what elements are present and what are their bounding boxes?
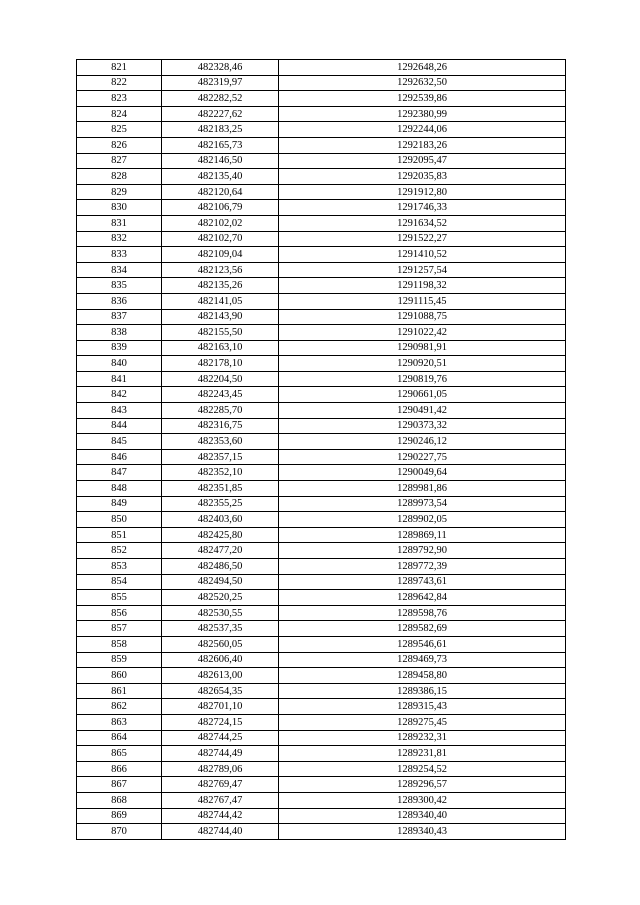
point-number-cell: 823 [77, 91, 162, 107]
y-coordinate-cell: 1290920,51 [279, 356, 566, 372]
table-row [77, 730, 566, 746]
y-coordinate-cell: 1289254,52 [279, 761, 566, 777]
x-coordinate-cell: 482494,50 [162, 574, 279, 590]
table-row [77, 714, 566, 730]
x-coordinate-cell: 482123,56 [162, 262, 279, 278]
table-row [77, 824, 566, 840]
table-row [77, 247, 566, 263]
x-coordinate-cell: 482183,25 [162, 122, 279, 138]
table-row [77, 278, 566, 294]
x-coordinate-cell: 482352,10 [162, 465, 279, 481]
y-coordinate-cell: 1291522,27 [279, 231, 566, 247]
point-number-cell: 864 [77, 730, 162, 746]
point-number-cell: 848 [77, 481, 162, 497]
x-coordinate-cell: 482613,00 [162, 668, 279, 684]
point-number-cell: 825 [77, 122, 162, 138]
y-coordinate-cell: 1291088,75 [279, 309, 566, 325]
x-coordinate-cell: 482165,73 [162, 137, 279, 153]
table-row [77, 434, 566, 450]
table-row [77, 746, 566, 762]
table-row [77, 340, 566, 356]
point-number-cell: 858 [77, 636, 162, 652]
y-coordinate-cell: 1289642,84 [279, 590, 566, 606]
y-coordinate-cell: 1290227,75 [279, 449, 566, 465]
table-row [77, 761, 566, 777]
y-coordinate-cell: 1289340,40 [279, 808, 566, 824]
y-coordinate-cell: 1289232,31 [279, 730, 566, 746]
table-row [77, 683, 566, 699]
table-row [77, 122, 566, 138]
y-coordinate-cell: 1291198,32 [279, 278, 566, 294]
y-coordinate-cell: 1291022,42 [279, 325, 566, 341]
table-row [77, 387, 566, 403]
x-coordinate-cell: 482243,45 [162, 387, 279, 403]
point-number-cell: 846 [77, 449, 162, 465]
point-number-cell: 827 [77, 153, 162, 169]
y-coordinate-cell: 1290491,42 [279, 403, 566, 419]
y-coordinate-cell: 1289296,57 [279, 777, 566, 793]
point-number-cell: 849 [77, 496, 162, 512]
point-number-cell: 850 [77, 512, 162, 528]
table-row [77, 184, 566, 200]
y-coordinate-cell: 1292380,99 [279, 106, 566, 122]
x-coordinate-cell: 482146,50 [162, 153, 279, 169]
point-number-cell: 862 [77, 699, 162, 715]
point-number-cell: 855 [77, 590, 162, 606]
point-number-cell: 838 [77, 325, 162, 341]
x-coordinate-cell: 482537,35 [162, 621, 279, 637]
table-row [77, 106, 566, 122]
y-coordinate-cell: 1290246,12 [279, 434, 566, 450]
point-number-cell: 837 [77, 309, 162, 325]
table-row [77, 418, 566, 434]
point-number-cell: 822 [77, 75, 162, 91]
x-coordinate-cell: 482530,55 [162, 605, 279, 621]
point-number-cell: 851 [77, 527, 162, 543]
y-coordinate-cell: 1289469,73 [279, 652, 566, 668]
point-number-cell: 844 [77, 418, 162, 434]
x-coordinate-cell: 482204,50 [162, 371, 279, 387]
point-number-cell: 830 [77, 200, 162, 216]
x-coordinate-cell: 482744,49 [162, 746, 279, 762]
table-row [77, 231, 566, 247]
point-number-cell: 832 [77, 231, 162, 247]
x-coordinate-cell: 482744,42 [162, 808, 279, 824]
x-coordinate-cell: 482163,10 [162, 340, 279, 356]
table-row [77, 309, 566, 325]
table-row [77, 325, 566, 341]
y-coordinate-cell: 1289275,45 [279, 714, 566, 730]
y-coordinate-cell: 1291257,54 [279, 262, 566, 278]
x-coordinate-cell: 482319,97 [162, 75, 279, 91]
y-coordinate-cell: 1291634,52 [279, 215, 566, 231]
x-coordinate-cell: 482701,10 [162, 699, 279, 715]
y-coordinate-cell: 1289546,61 [279, 636, 566, 652]
coordinates-table [76, 59, 566, 840]
table-row [77, 543, 566, 559]
point-number-cell: 833 [77, 247, 162, 263]
point-number-cell: 842 [77, 387, 162, 403]
y-coordinate-cell: 1289340,43 [279, 824, 566, 840]
point-number-cell: 857 [77, 621, 162, 637]
table-row [77, 293, 566, 309]
x-coordinate-cell: 482654,35 [162, 683, 279, 699]
point-number-cell: 869 [77, 808, 162, 824]
y-coordinate-cell: 1289973,54 [279, 496, 566, 512]
y-coordinate-cell: 1292183,26 [279, 137, 566, 153]
table-row [77, 60, 566, 76]
y-coordinate-cell: 1292648,26 [279, 60, 566, 76]
x-coordinate-cell: 482744,40 [162, 824, 279, 840]
x-coordinate-cell: 482109,04 [162, 247, 279, 263]
y-coordinate-cell: 1291115,45 [279, 293, 566, 309]
y-coordinate-cell: 1290373,32 [279, 418, 566, 434]
table-row [77, 75, 566, 91]
point-number-cell: 863 [77, 714, 162, 730]
table-row [77, 574, 566, 590]
point-number-cell: 860 [77, 668, 162, 684]
y-coordinate-cell: 1291912,80 [279, 184, 566, 200]
table-row [77, 215, 566, 231]
y-coordinate-cell: 1290819,76 [279, 371, 566, 387]
x-coordinate-cell: 482106,79 [162, 200, 279, 216]
table-row [77, 605, 566, 621]
y-coordinate-cell: 1291410,52 [279, 247, 566, 263]
x-coordinate-cell: 482285,70 [162, 403, 279, 419]
x-coordinate-cell: 482141,05 [162, 293, 279, 309]
y-coordinate-cell: 1289598,76 [279, 605, 566, 621]
x-coordinate-cell: 482789,06 [162, 761, 279, 777]
y-coordinate-cell: 1290981,91 [279, 340, 566, 356]
table-row [77, 668, 566, 684]
x-coordinate-cell: 482425,80 [162, 527, 279, 543]
point-number-cell: 840 [77, 356, 162, 372]
point-number-cell: 831 [77, 215, 162, 231]
x-coordinate-cell: 482178,10 [162, 356, 279, 372]
point-number-cell: 847 [77, 465, 162, 481]
y-coordinate-cell: 1292035,83 [279, 169, 566, 185]
point-number-cell: 856 [77, 605, 162, 621]
point-number-cell: 826 [77, 137, 162, 153]
point-number-cell: 834 [77, 262, 162, 278]
x-coordinate-cell: 482135,26 [162, 278, 279, 294]
point-number-cell: 845 [77, 434, 162, 450]
table-row [77, 403, 566, 419]
table-row [77, 481, 566, 497]
point-number-cell: 835 [77, 278, 162, 294]
y-coordinate-cell: 1290661,05 [279, 387, 566, 403]
table-row [77, 465, 566, 481]
table-row [77, 356, 566, 372]
table-row [77, 652, 566, 668]
table-row [77, 449, 566, 465]
x-coordinate-cell: 482155,50 [162, 325, 279, 341]
y-coordinate-cell: 1289315,43 [279, 699, 566, 715]
point-number-cell: 852 [77, 543, 162, 559]
point-number-cell: 824 [77, 106, 162, 122]
table-row [77, 200, 566, 216]
table-row [77, 512, 566, 528]
point-number-cell: 836 [77, 293, 162, 309]
x-coordinate-cell: 482351,85 [162, 481, 279, 497]
table-row [77, 496, 566, 512]
x-coordinate-cell: 482724,15 [162, 714, 279, 730]
x-coordinate-cell: 482357,15 [162, 449, 279, 465]
x-coordinate-cell: 482143,90 [162, 309, 279, 325]
point-number-cell: 841 [77, 371, 162, 387]
y-coordinate-cell: 1289386,15 [279, 683, 566, 699]
x-coordinate-cell: 482328,46 [162, 60, 279, 76]
y-coordinate-cell: 1289869,11 [279, 527, 566, 543]
table-row [77, 153, 566, 169]
table-row [77, 137, 566, 153]
table-row [77, 699, 566, 715]
x-coordinate-cell: 482769,47 [162, 777, 279, 793]
x-coordinate-cell: 482520,25 [162, 590, 279, 606]
point-number-cell: 865 [77, 746, 162, 762]
y-coordinate-cell: 1290049,64 [279, 465, 566, 481]
point-number-cell: 868 [77, 792, 162, 808]
point-number-cell: 859 [77, 652, 162, 668]
table-row [77, 621, 566, 637]
x-coordinate-cell: 482102,02 [162, 215, 279, 231]
x-coordinate-cell: 482353,60 [162, 434, 279, 450]
point-number-cell: 853 [77, 559, 162, 575]
x-coordinate-cell: 482102,70 [162, 231, 279, 247]
x-coordinate-cell: 482120,64 [162, 184, 279, 200]
table-row [77, 91, 566, 107]
point-number-cell: 821 [77, 60, 162, 76]
y-coordinate-cell: 1289981,86 [279, 481, 566, 497]
y-coordinate-cell: 1289458,80 [279, 668, 566, 684]
x-coordinate-cell: 482767,47 [162, 792, 279, 808]
point-number-cell: 829 [77, 184, 162, 200]
table-row [77, 371, 566, 387]
table-row [77, 636, 566, 652]
table-row [77, 262, 566, 278]
y-coordinate-cell: 1289772,39 [279, 559, 566, 575]
y-coordinate-cell: 1292244,06 [279, 122, 566, 138]
coordinates-table-body [77, 60, 566, 840]
table-row [77, 527, 566, 543]
y-coordinate-cell: 1289231,81 [279, 746, 566, 762]
x-coordinate-cell: 482606,40 [162, 652, 279, 668]
x-coordinate-cell: 482744,25 [162, 730, 279, 746]
point-number-cell: 867 [77, 777, 162, 793]
table-row [77, 169, 566, 185]
point-number-cell: 866 [77, 761, 162, 777]
y-coordinate-cell: 1289792,90 [279, 543, 566, 559]
y-coordinate-cell: 1292095,47 [279, 153, 566, 169]
x-coordinate-cell: 482355,25 [162, 496, 279, 512]
point-number-cell: 870 [77, 824, 162, 840]
x-coordinate-cell: 482135,40 [162, 169, 279, 185]
x-coordinate-cell: 482282,52 [162, 91, 279, 107]
x-coordinate-cell: 482403,60 [162, 512, 279, 528]
point-number-cell: 861 [77, 683, 162, 699]
y-coordinate-cell: 1289582,69 [279, 621, 566, 637]
y-coordinate-cell: 1289300,42 [279, 792, 566, 808]
point-number-cell: 843 [77, 403, 162, 419]
y-coordinate-cell: 1292632,50 [279, 75, 566, 91]
point-number-cell: 854 [77, 574, 162, 590]
table-row [77, 590, 566, 606]
table-row [77, 808, 566, 824]
point-number-cell: 839 [77, 340, 162, 356]
x-coordinate-cell: 482316,75 [162, 418, 279, 434]
x-coordinate-cell: 482486,50 [162, 559, 279, 575]
y-coordinate-cell: 1289743,61 [279, 574, 566, 590]
y-coordinate-cell: 1289902,05 [279, 512, 566, 528]
x-coordinate-cell: 482477,20 [162, 543, 279, 559]
y-coordinate-cell: 1291746,33 [279, 200, 566, 216]
table-row [77, 777, 566, 793]
point-number-cell: 828 [77, 169, 162, 185]
table-row [77, 559, 566, 575]
table-row [77, 792, 566, 808]
x-coordinate-cell: 482560,05 [162, 636, 279, 652]
x-coordinate-cell: 482227,62 [162, 106, 279, 122]
y-coordinate-cell: 1292539,86 [279, 91, 566, 107]
